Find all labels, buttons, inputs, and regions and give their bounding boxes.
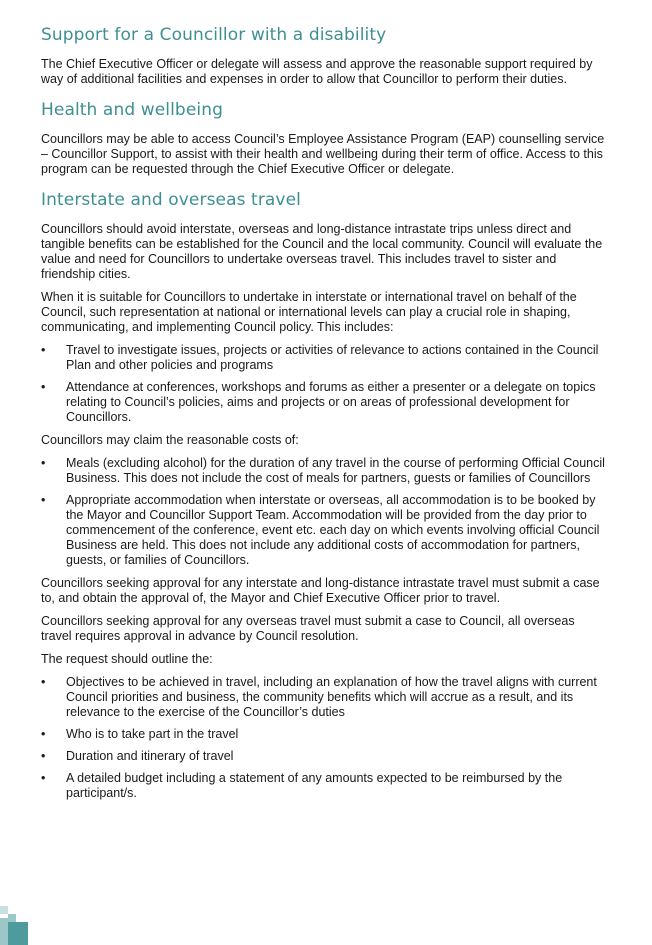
paragraph: Councillors seeking approval for any overseas travel must submit a case to Council, all overseas travel requires approval in advance by Council resolution. bbox=[41, 614, 575, 643]
bullet-list-costs bbox=[41, 456, 606, 568]
bullet-icon: • bbox=[41, 456, 46, 470]
paragraph: The Chief Executive Officer or delegate will assess and approve the reasonable support required by way of additional facilities and expenses in order to allow that Councillor to perform their duties. bbox=[41, 57, 593, 86]
paragraph: The request should outline the: bbox=[41, 652, 213, 666]
list-item bbox=[41, 675, 606, 720]
list-item-text: Meals (excluding alcohol) for the duration of any travel in the course of performing Official Council Business. This does not include the cost of meals for partners, guests or families of Councillors bbox=[66, 456, 605, 485]
list-item bbox=[41, 493, 606, 568]
heading-health-wellbeing: Health and wellbeing bbox=[41, 100, 223, 120]
list-item bbox=[41, 380, 606, 425]
corner-decoration-squares bbox=[0, 906, 30, 945]
bullet-icon: • bbox=[41, 771, 46, 785]
list-item-text: Travel to investigate issues, projects or activities of relevance to actions contained in the Council Plan and other policies and programs bbox=[66, 343, 599, 372]
decoration-square bbox=[8, 914, 16, 922]
paragraph: When it is suitable for Councillors to undertake in interstate or international travel on behalf of the Council, such representation at national or international levels can play a crucial role in shaping, communicating, and implementing Council policy. This includes: bbox=[41, 290, 577, 334]
list-item bbox=[41, 771, 606, 801]
list-item bbox=[41, 343, 606, 373]
paragraph: Councillors may claim the reasonable costs of: bbox=[41, 433, 299, 447]
bullet-icon: • bbox=[41, 493, 46, 507]
heading-disability-support: Support for a Councillor with a disability bbox=[41, 25, 387, 45]
paragraph: Councillors seeking approval for any interstate and long-distance intrastate travel must submit a case to, and obtain the approval of, the Mayor and Chief Executive Officer prior to travel. bbox=[41, 576, 600, 605]
section-travel bbox=[41, 189, 606, 801]
bullet-icon: • bbox=[41, 727, 46, 741]
section-disability-support bbox=[41, 24, 606, 87]
bullet-icon: • bbox=[41, 343, 46, 357]
document-page bbox=[41, 24, 606, 813]
list-item-text: Duration and itinerary of travel bbox=[66, 749, 234, 763]
section-health-wellbeing bbox=[41, 99, 606, 177]
paragraph: Councillors may be able to access Council’s Employee Assistance Program (EAP) counselling service – Councillor Support, to assist with their health and wellbeing during their term of office. Access to this program can be requested through the Chief Executive Officer or delegate. bbox=[41, 132, 605, 176]
list-item bbox=[41, 727, 606, 742]
list-item bbox=[41, 749, 606, 764]
decoration-square bbox=[0, 906, 8, 914]
bullet-icon: • bbox=[41, 749, 46, 763]
bullet-list-includes bbox=[41, 343, 606, 425]
list-item-text: Who is to take part in the travel bbox=[66, 727, 239, 741]
list-item-text: Attendance at conferences, workshops and forums as either a presenter or a delegate on topics relating to Council’s policies, aims and projects or on areas of professional development for Councillors. bbox=[66, 380, 596, 424]
heading-travel: Interstate and overseas travel bbox=[41, 190, 301, 210]
list-item-text: A detailed budget including a statement of any amounts expected to be reimbursed by the participant/s. bbox=[66, 771, 563, 800]
decoration-square bbox=[8, 922, 28, 945]
bullet-list-request bbox=[41, 675, 606, 801]
list-item-text: Objectives to be achieved in travel, including an explanation of how the travel aligns with current Council priorities and business, the community benefits which will accrue as a result, and its relevance to the exercise of the Councillor’s duties bbox=[66, 675, 597, 719]
list-item-text: Appropriate accommodation when interstate or overseas, all accommodation is to be booked by the Mayor and Councillor Support Team. Accommodation will be provided from the day prior to commencement of the conference, event etc. each day on which events involving official Council Business are held. This does not include any additional costs of accommodation for partners, guests, or families of Councillors. bbox=[66, 493, 600, 567]
bullet-icon: • bbox=[41, 675, 46, 689]
paragraph: Councillors should avoid interstate, overseas and long-distance intrastate trips unless direct and tangible benefits can be established for the Council and the local community. Council will evaluate the value and need for Councillors to undertake overseas travel. This includes travel to sister and friendship cities. bbox=[41, 222, 603, 281]
list-item bbox=[41, 456, 606, 486]
bullet-icon: • bbox=[41, 380, 46, 394]
decoration-square bbox=[0, 918, 8, 945]
